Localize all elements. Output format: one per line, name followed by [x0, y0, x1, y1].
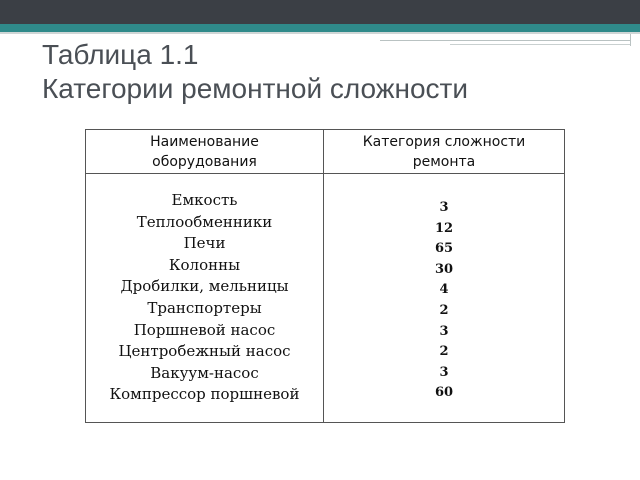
slide-title	[42, 38, 468, 106]
equipment-name: Емкость	[171, 191, 238, 209]
decorative-line	[450, 44, 630, 45]
header-bar	[0, 0, 640, 24]
header-row-divider	[86, 173, 564, 174]
equipment-name: Печи	[183, 234, 226, 253]
equipment-name: Теплообменники	[136, 212, 273, 231]
complexity-value-column	[324, 198, 564, 404]
complexity-table	[85, 129, 565, 423]
complexity-value: 60	[434, 385, 454, 401]
equipment-name: Поршневой насос	[133, 320, 276, 339]
equipment-name-column	[86, 190, 323, 406]
header-complexity-category	[324, 132, 564, 172]
header-text: ремонта	[412, 154, 476, 170]
title-line-1: Таблица 1.1	[42, 39, 199, 70]
complexity-value: 12	[434, 220, 454, 236]
complexity-value: 3	[439, 364, 449, 380]
complexity-value: 3	[439, 323, 449, 339]
complexity-value: 4	[439, 282, 449, 298]
complexity-value: 3	[439, 200, 449, 215]
header-equipment-name	[86, 132, 323, 172]
decorative-line	[630, 34, 631, 46]
complexity-value: 30	[434, 261, 454, 277]
equipment-name: Дробилки, мельницы	[120, 277, 289, 296]
equipment-name: Центробежный насос	[118, 342, 291, 361]
header-accent-stripe	[0, 24, 640, 32]
equipment-name: Транспортеры	[147, 298, 262, 317]
complexity-value: 2	[439, 344, 449, 360]
title-line-2: Категории ремонтной сложности	[42, 73, 469, 104]
header-text: Категория сложности	[362, 134, 526, 150]
equipment-name: Компрессор поршневой	[109, 385, 300, 404]
equipment-name: Вакуум-насос	[150, 363, 259, 382]
equipment-name: Колонны	[168, 255, 241, 274]
complexity-value: 2	[439, 302, 449, 318]
header-divider	[0, 32, 640, 34]
header-text: Наименование	[150, 134, 259, 150]
header-text: оборудования	[152, 154, 257, 170]
complexity-value: 65	[434, 241, 454, 257]
